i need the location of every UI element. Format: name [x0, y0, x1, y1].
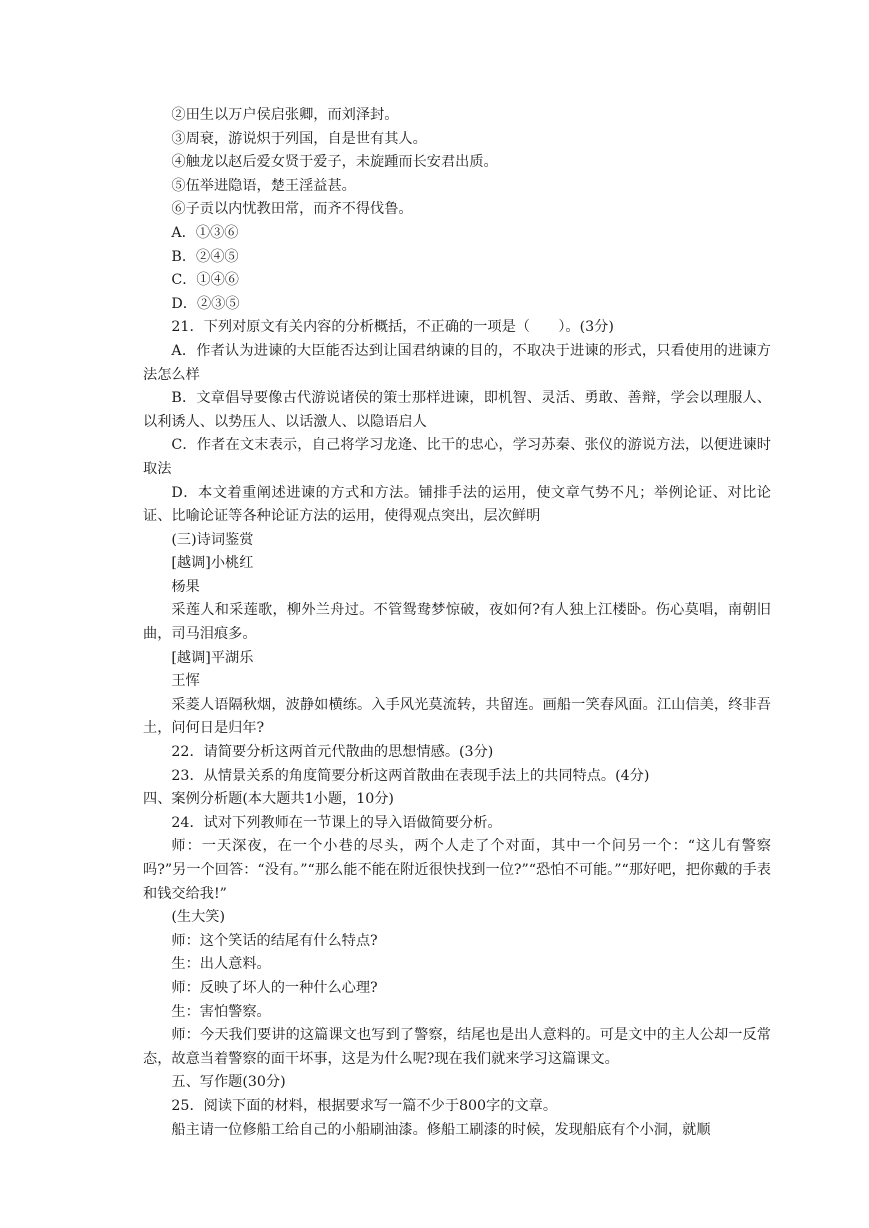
choice-c: C．①④⑥ [171, 272, 239, 289]
document-page [143, 104, 771, 1142]
choice-b: B．②④⑤ [171, 248, 239, 265]
dialogue-teacher-2: 师：这个笑话的结尾有什么特点? [171, 932, 378, 949]
poem-1-title: [越调]小桃红 [171, 555, 254, 572]
poem-1-author: 杨果 [171, 578, 200, 595]
dialogue-teacher-3: 师：反映了坏人的一种什么心理? [171, 979, 378, 996]
q21-option-a: A．作者认为进谏的大臣能否达到让国君纳谏的目的，不取决于进谏的形式，只看使用的进谏方法怎么样 [143, 342, 771, 383]
q21-option-c: C．作者在文末表示，自己将学习龙逄、比干的忠心，学习苏秦、张仪的游说方法，以便进谏时取法 [143, 437, 771, 477]
question-23: 23．从情景关系的角度简要分析这两首散曲在表现手法上的共同特点。(4分) [171, 767, 650, 784]
question-22: 22．请简要分析这两首元代散曲的思想情感。(3分) [171, 744, 494, 761]
poem-2-title: [越调]平湖乐 [171, 649, 254, 666]
q21-option-d: D．本文着重阐述进谏的方式和方法。铺排手法的运用，使文章气势不凡；举例论证、对比论证、比喻论证等各种论证方法的运用，使得观点突出，层次鲜明 [143, 484, 771, 525]
dialogue-teacher-4: 师：今天我们要讲的这篇课文也写到了警察，结尾也是出人意料的。可是文中的主人公却一反常态，故意当着警察的面干坏事，这是为什么呢?现在我们就来学习这篇课文。 [143, 1027, 771, 1067]
writing-material: 船主请一位修船工给自己的小船刷油漆。修船工刷漆的时候，发现船底有个小洞，就顺 [171, 1121, 711, 1138]
section-poetry-heading: (三)诗词鉴赏 [171, 531, 254, 548]
dialogue-teacher-1: 师：一天深夜，在一个小巷的尽头，两个人走了个对面，其中一个问另一个：“这儿有警察吗?”另一个回答：“没有。”“那么能不能在附近很快找到一位?”“恐怕不可能。”“那好吧，把你戴的手表和钱交给我!” [143, 838, 771, 902]
dialogue-laugh: (生大笑) [171, 909, 226, 926]
option-line-3: ③周衰，游说炽于列国，自是世有其人。 [171, 130, 427, 147]
question-24: 24．试对下列教师在一节课上的导入语做简要分析。 [171, 814, 502, 831]
choice-a: A．①③⑥ [171, 224, 239, 241]
section-5-heading: 五、写作题(30分) [171, 1074, 286, 1091]
question-25: 25．阅读下面的材料，根据要求写一篇不少于800字的文章。 [171, 1097, 558, 1114]
section-4-heading: 四、案例分析题(本大题共1小题，10分) [143, 791, 394, 808]
option-line-4: ④触龙以赵后爱女贤于爱子，未旋踵而长安君出质。 [171, 154, 498, 171]
dialogue-student-1: 生：出人意料。 [171, 956, 271, 973]
choice-d: D．②③⑤ [171, 295, 240, 312]
poem-2-text: 采菱人语隔秋烟，波静如横练。入手风光莫流转，共留连。画船一笑春风面。江山信美，终非吾土，问何日是归年? [143, 696, 771, 737]
option-line-2: ②田生以万户侯启张卿，而刘泽封。 [171, 107, 399, 123]
q21-option-b: B．文章倡导要像古代游说诸侯的策士那样进谏，即机智、灵活、勇敢、善辩，学会以理服人、以利诱人、以势压人、以话激人、以隐语启人 [143, 390, 771, 430]
question-21: 21．下列对原文有关内容的分析概括，不正确的一项是（ ）。(3分) [171, 319, 614, 336]
poem-1-text: 采莲人和采莲歌，柳外兰舟过。不管鸳鸯梦惊破，夜如何?有人独上江楼卧。伤心莫唱，南朝旧曲，司马泪痕多。 [143, 602, 771, 643]
dialogue-student-2: 生：害怕警察。 [171, 1003, 271, 1020]
option-line-5: ⑤伍举进隐语，楚王淫益甚。 [171, 177, 356, 194]
option-line-6: ⑥子贡以内忧教田常，而齐不得伐鲁。 [171, 201, 413, 218]
poem-2-author: 王恽 [171, 673, 200, 690]
